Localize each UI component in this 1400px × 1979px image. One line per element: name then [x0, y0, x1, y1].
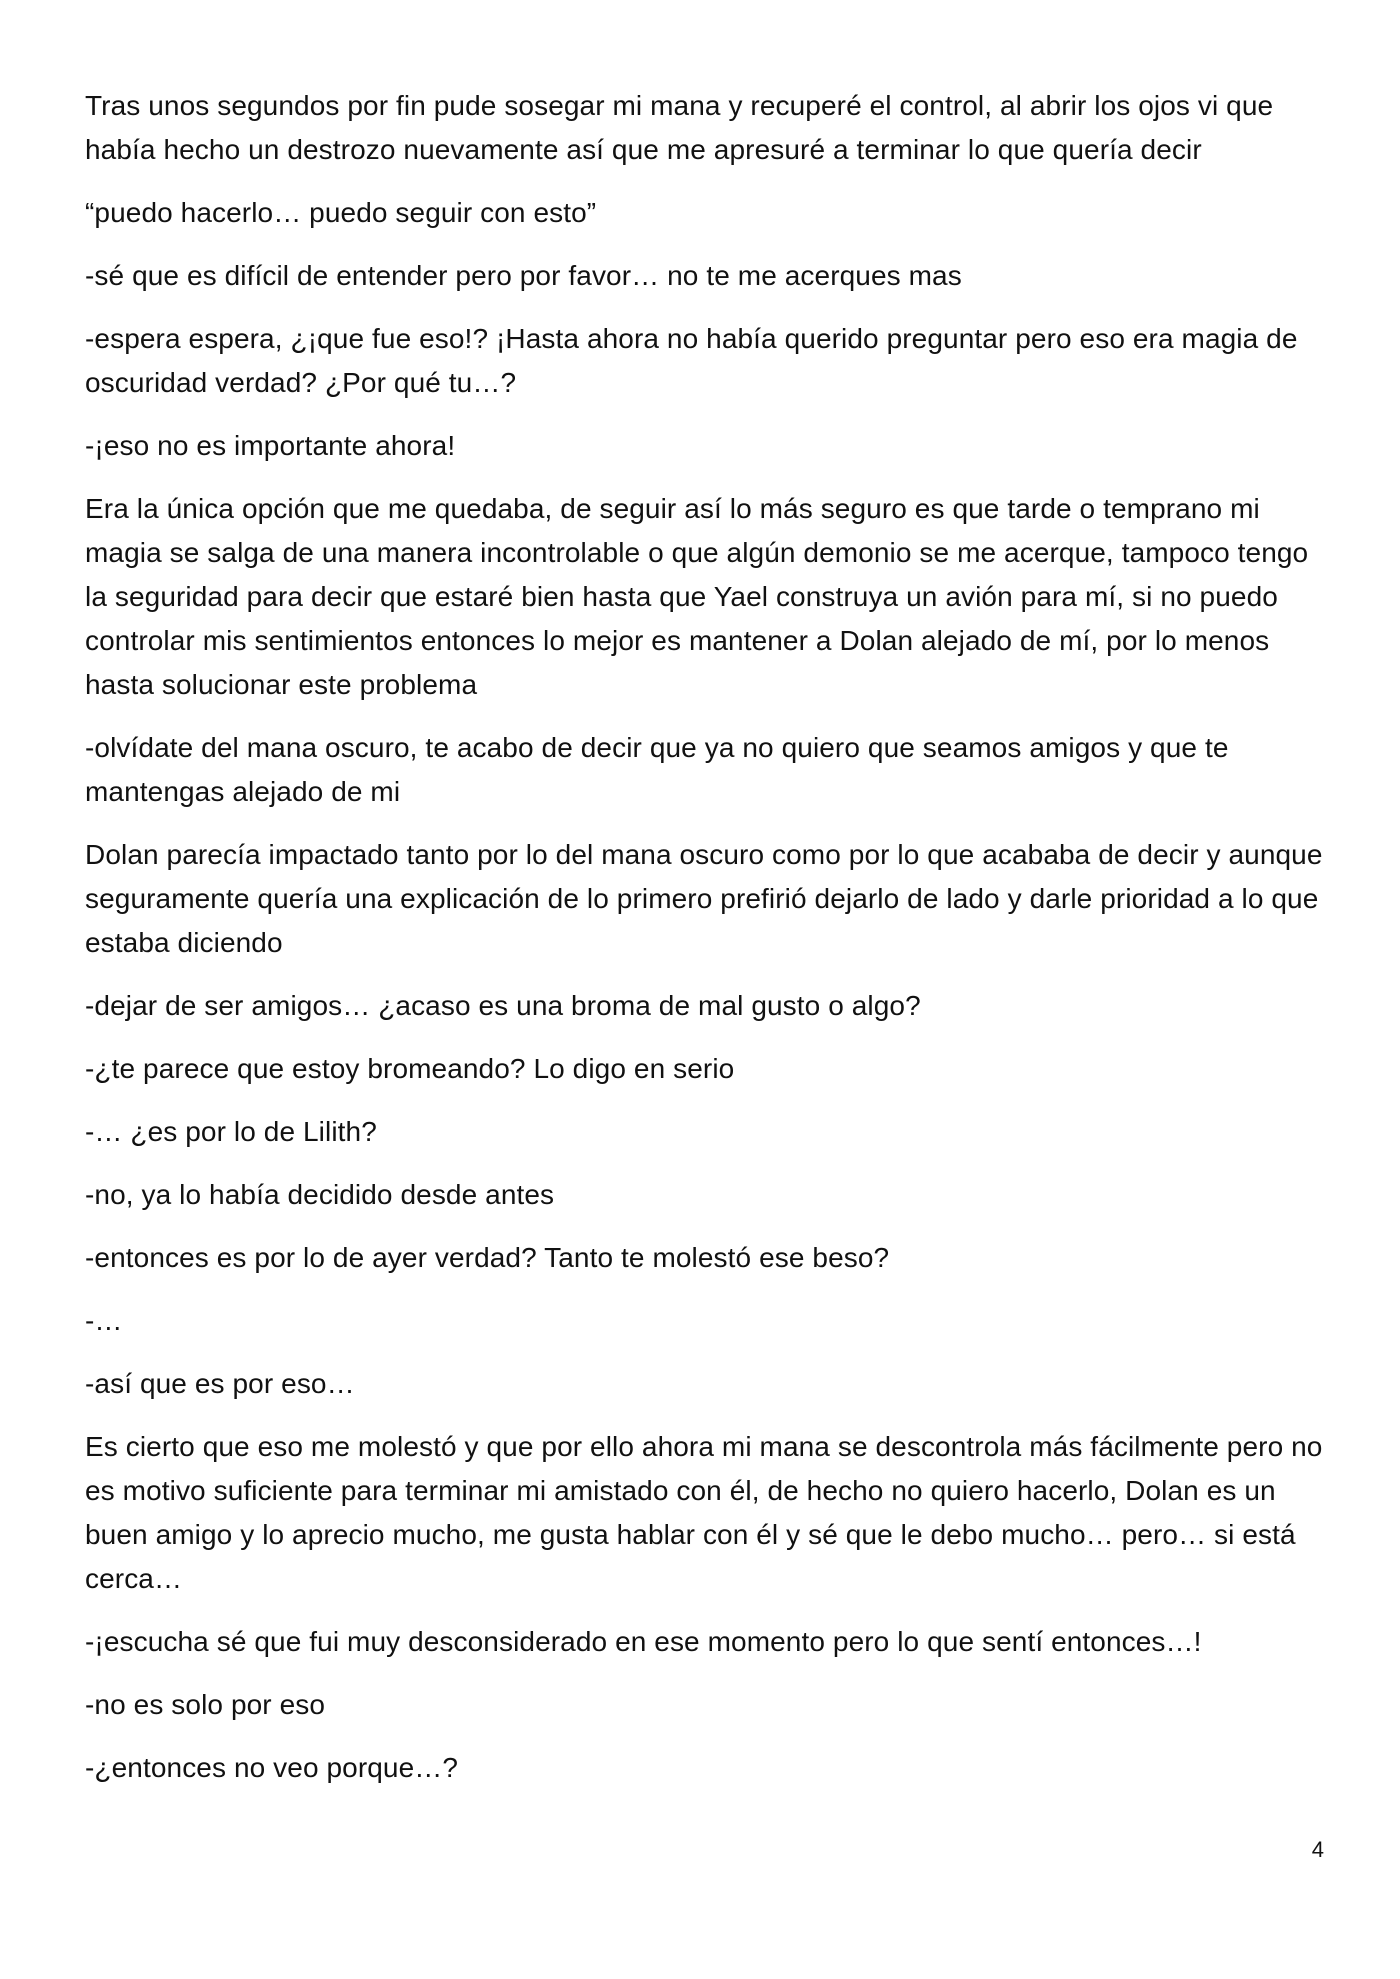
paragraph: -no es solo por eso	[85, 1689, 326, 1720]
paragraph: -no, ya lo había decidido desde antes	[85, 1179, 555, 1210]
paragraph: -¿entonces no veo porque…?	[85, 1752, 459, 1783]
paragraph: -olvídate del mana oscuro, te acabo de decir que ya no quiero que seamos amigos y que te mantengas alejado de mi	[85, 732, 1229, 807]
paragraph: “puedo hacerlo… puedo seguir con esto”	[85, 197, 597, 228]
paragraph: -…	[85, 1305, 123, 1336]
paragraph: -¡eso no es importante ahora!	[85, 430, 456, 461]
paragraph: -¡escucha sé que fui muy desconsiderado en ese momento pero lo que sentí entonces…!	[85, 1626, 1202, 1657]
paragraph: Dolan parecía impactado tanto por lo del mana oscuro como por lo que acababa de decir y aunque seguramente quería una explicación de lo primero prefirió dejarlo de lado y darle prioridad a lo que estaba diciendo	[85, 839, 1323, 958]
paragraph: -… ¿es por lo de Lilith?	[85, 1116, 377, 1147]
document-body	[85, 84, 1325, 1809]
paragraph: -¿te parece que estoy bromeando? Lo digo en serio	[85, 1053, 735, 1084]
paragraph: -espera espera, ¿¡que fue eso!? ¡Hasta ahora no había querido preguntar pero eso era magia de oscuridad verdad? ¿Por qué tu…?	[85, 323, 1298, 398]
paragraph: Tras unos segundos por fin pude sosegar mi mana y recuperé el control, al abrir los ojos vi que había hecho un destrozo nuevamente así que me apresuré a terminar lo que quería decir	[85, 90, 1274, 165]
paragraph: -sé que es difícil de entender pero por favor… no te me acerques mas	[85, 260, 962, 291]
paragraph: -entonces es por lo de ayer verdad? Tanto te molestó ese beso?	[85, 1242, 890, 1273]
page-number: 4	[1311, 1837, 1324, 1862]
paragraph: -así que es por eso…	[85, 1368, 355, 1399]
paragraph: -dejar de ser amigos… ¿acaso es una broma de mal gusto o algo?	[85, 990, 921, 1021]
paragraph: Era la única opción que me quedaba, de seguir así lo más seguro es que tarde o temprano mi magia se salga de una manera incontrolable o que algún demonio se me acerque, tampoco tengo la seguridad para decir que estaré bien hasta que Yael construya un avión para mí, si no puedo controlar mis sentimientos entonces lo mejor es mantener a Dolan alejado de mí, por lo menos hasta solucionar este problema	[85, 493, 1309, 700]
paragraph: Es cierto que eso me molestó y que por ello ahora mi mana se descontrola más fácilmente pero no es motivo suficiente para terminar mi amistado con él, de hecho no quiero hacerlo, Dolan es un buen amigo y lo aprecio mucho, me gusta hablar con él y sé que le debo mucho… pero… si está cerca…	[85, 1431, 1323, 1594]
